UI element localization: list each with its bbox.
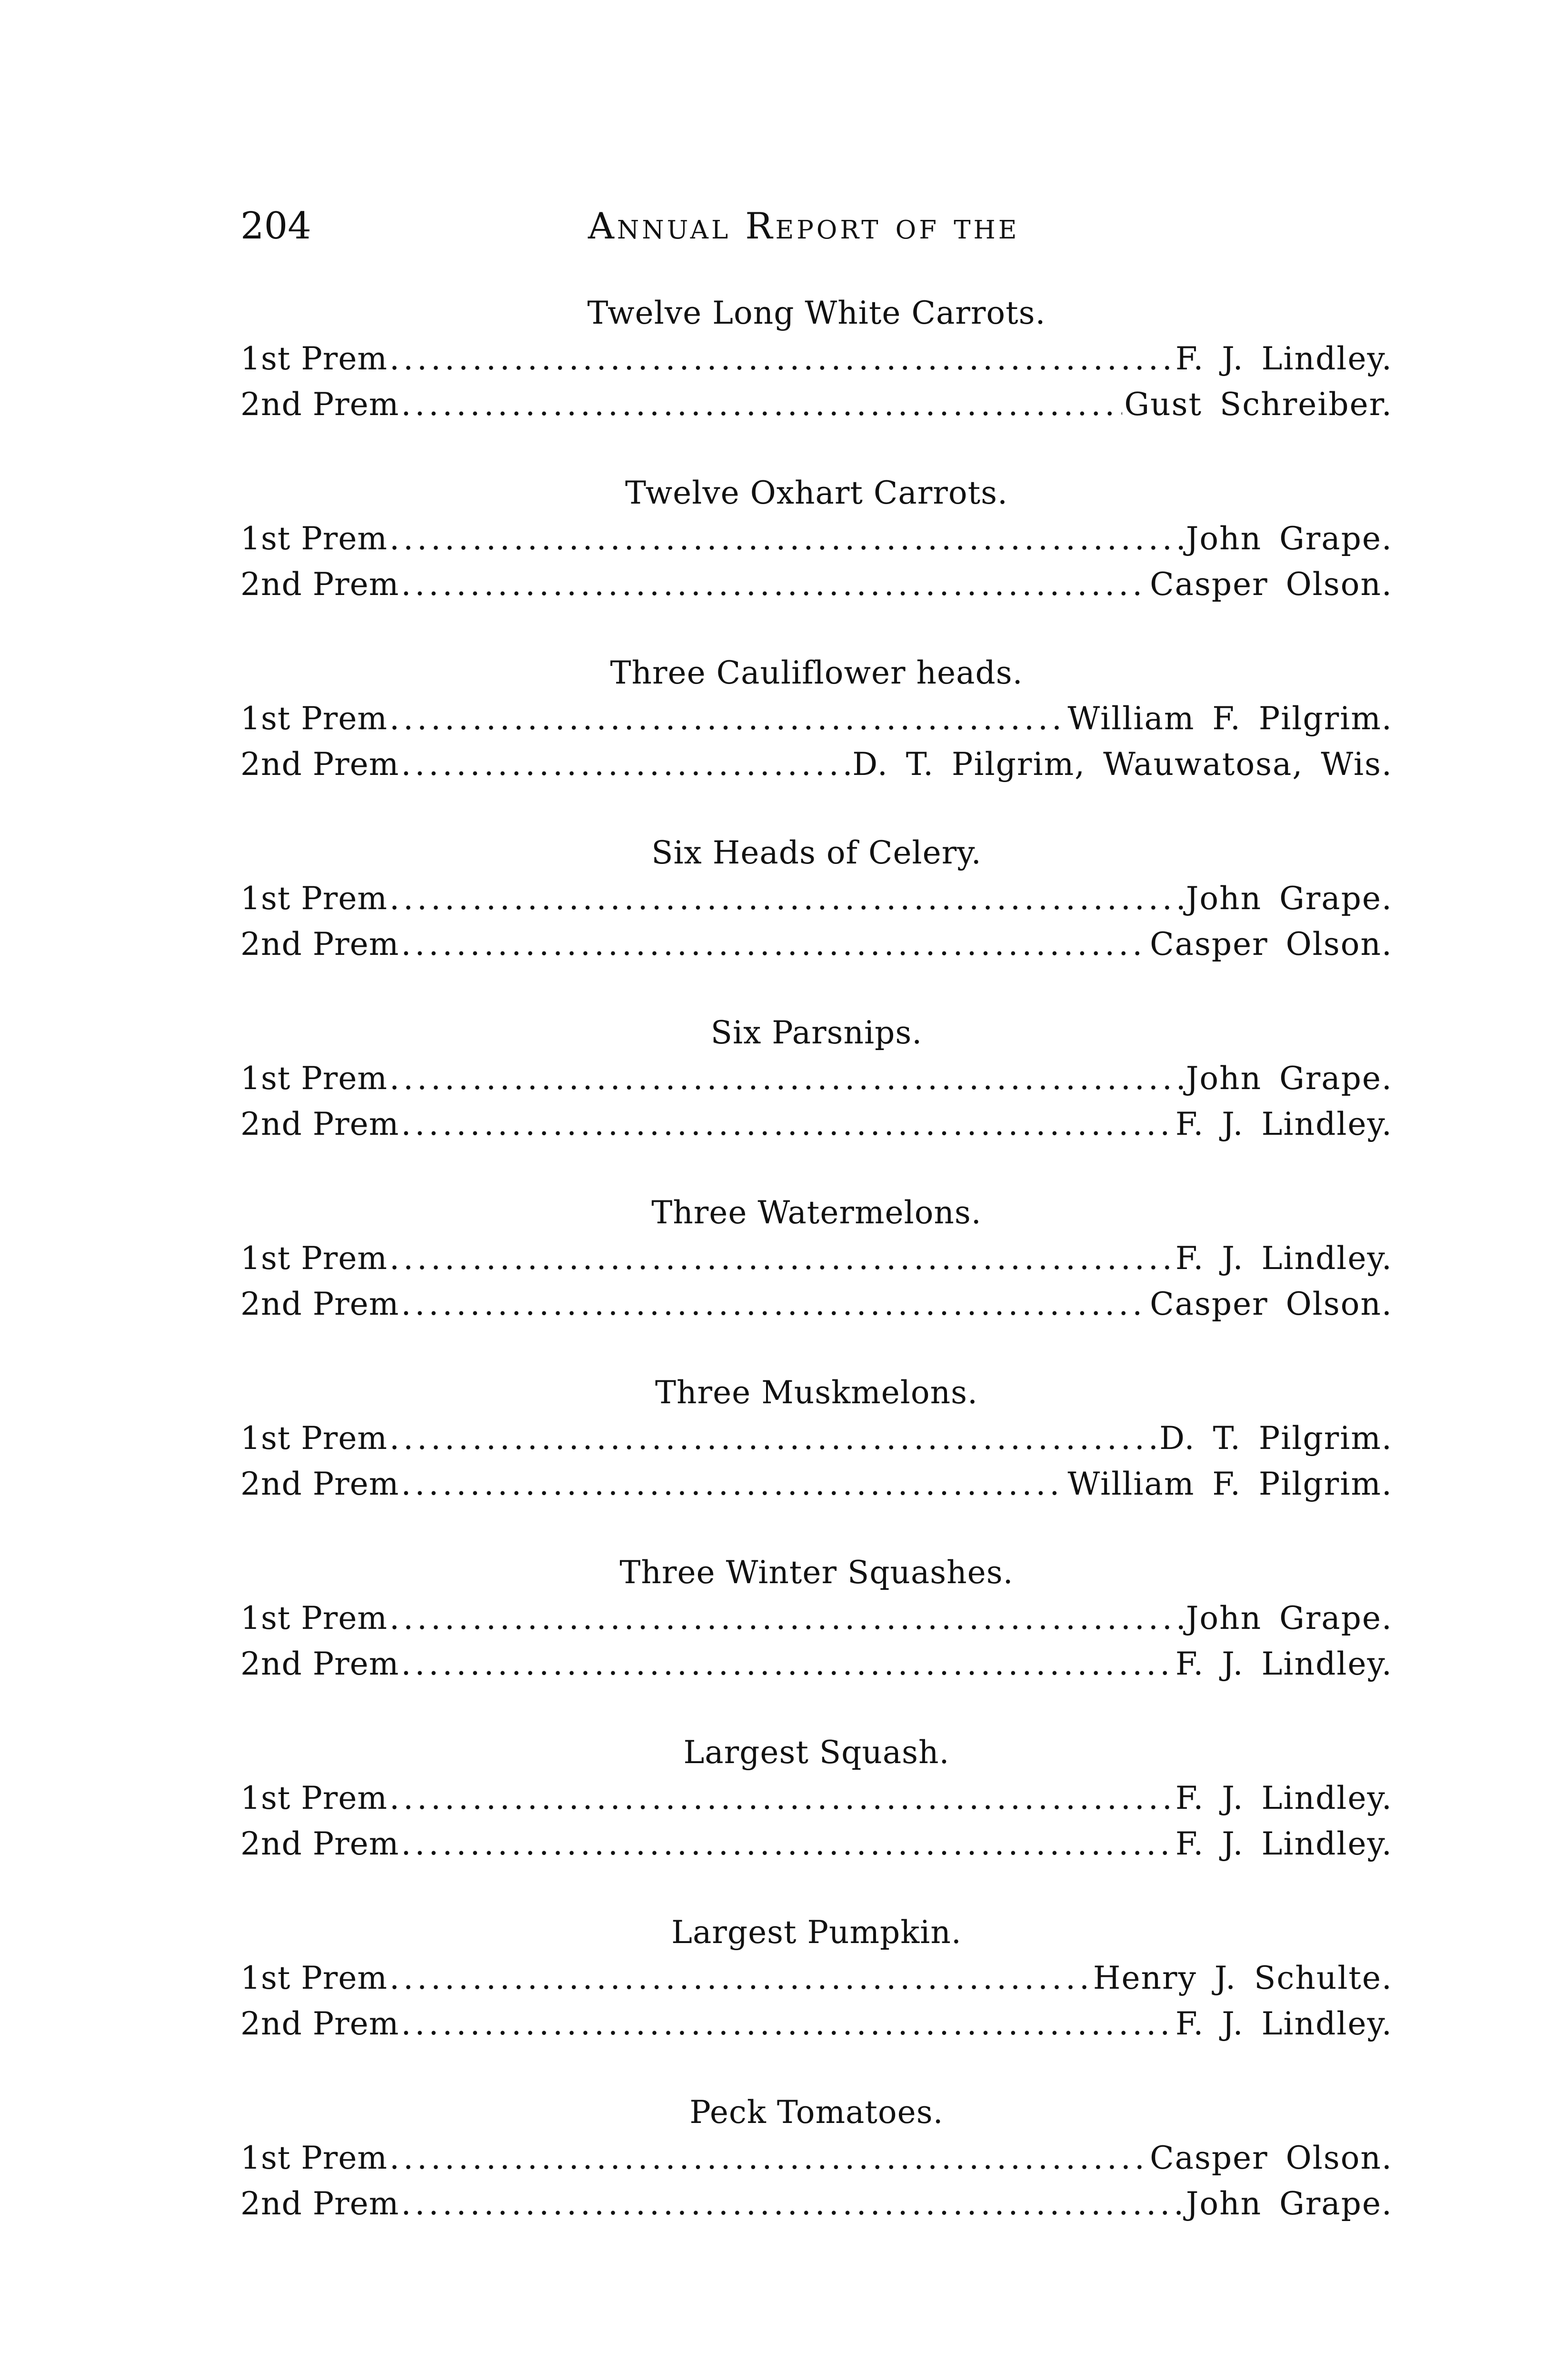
premium-winner: F. J. Lindley. [1175,1646,1393,1682]
premium-place: 1st Prem [240,1600,388,1636]
premium-entry [240,1101,1393,1147]
premium-winner: John Grape. [1185,1060,1393,1097]
premium-winner: William F. Pilgrim. [1067,1466,1393,1502]
section-title: Largest Squash. [683,1734,950,1771]
premium-section [240,1910,1393,2090]
dot-leader [401,1641,1174,1687]
premium-winner: Gust Schreiber. [1124,386,1393,423]
premium-entry [240,382,1393,427]
dot-leader [401,562,1148,607]
premium-winner: Casper Olson. [1150,1286,1393,1322]
premium-section [240,1190,1393,1370]
premium-section [240,1370,1393,1550]
dot-leader [389,1416,1157,1461]
premium-winner: John Grape. [1185,520,1393,557]
premium-winner: D. T. Pilgrim. [1159,1420,1393,1457]
section-title: Six Heads of Celery. [651,834,982,871]
premium-winner: Casper Olson. [1150,926,1393,962]
premium-section [240,1010,1393,1190]
premium-place: 1st Prem [240,880,388,917]
dot-leader [389,336,1174,382]
dot-leader [389,1596,1184,1641]
dot-leader [401,1461,1066,1507]
premium-place: 1st Prem [240,2140,388,2176]
premium-place: 1st Prem [240,1060,388,1097]
premium-place: 1st Prem [240,1420,388,1457]
section-title: Six Parsnips. [710,1014,923,1051]
dot-leader [401,1101,1174,1147]
premium-entry [240,1236,1393,1281]
section-title: Twelve Oxhart Carrots. [625,475,1008,511]
running-head: Annual Report of the [588,205,1020,247]
premium-place: 2nd Prem [240,1466,399,1502]
section-title: Twelve Long White Carrots. [587,295,1046,331]
premium-winner: John Grape. [1185,1600,1393,1636]
premium-entry [240,1281,1393,1327]
premium-place: 2nd Prem [240,1825,399,1862]
dot-leader [389,1236,1174,1281]
premium-entry [240,516,1393,562]
premium-entry [240,336,1393,382]
premium-winner: F. J. Lindley. [1175,1825,1393,1862]
premium-place: 2nd Prem [240,2005,399,2042]
premium-place: 1st Prem [240,1960,388,1996]
premium-place: 2nd Prem [240,1646,399,1682]
dot-leader [389,1056,1184,1101]
premium-section [240,2090,1393,2270]
premium-winner: Casper Olson. [1150,2140,1393,2176]
premium-winner: Casper Olson. [1150,566,1393,603]
premium-entry [240,1641,1393,1687]
premium-entry [240,2135,1393,2181]
page-number: 204 [240,205,311,248]
section-title: Three Cauliflower heads. [610,654,1023,691]
premium-entry [240,742,1393,787]
premium-section [240,1730,1393,1910]
section-title: Three Muskmelons. [655,1374,978,1411]
dot-leader [389,2135,1148,2181]
premium-entry [240,1821,1393,1867]
dot-leader [389,516,1184,562]
premium-winner: Henry J. Schulte. [1093,1960,1393,1996]
premium-winner: William F. Pilgrim. [1067,700,1393,737]
dot-leader [389,696,1066,742]
premium-entry [240,1461,1393,1507]
premium-entry [240,876,1393,922]
premium-winner: D. T. Pilgrim, Wauwatosa, Wis. [852,746,1393,783]
premium-entry [240,1596,1393,1641]
premium-place: 1st Prem [240,340,388,377]
dot-leader [401,382,1122,427]
premium-place: 1st Prem [240,1240,388,1277]
dot-leader [389,1775,1174,1821]
premium-winner: F. J. Lindley. [1175,1240,1393,1277]
premium-list [240,290,1393,2270]
premium-winner: F. J. Lindley. [1175,340,1393,377]
premium-winner: F. J. Lindley. [1175,2005,1393,2042]
dot-leader [401,2001,1174,2047]
premium-entry [240,1416,1393,1461]
dot-leader [389,876,1184,922]
premium-place: 2nd Prem [240,746,399,783]
premium-entry [240,1056,1393,1101]
premium-section [240,830,1393,1010]
premium-entry [240,696,1393,742]
dot-leader [389,1955,1091,2001]
premium-section [240,1550,1393,1730]
dot-leader [401,742,850,787]
premium-section [240,290,1393,470]
premium-place: 2nd Prem [240,926,399,962]
premium-winner: F. J. Lindley. [1175,1106,1393,1142]
dot-leader [401,2181,1184,2227]
premium-winner: John Grape. [1185,880,1393,917]
premium-entry [240,1955,1393,2001]
premium-entry [240,922,1393,967]
premium-winner: John Grape. [1185,2185,1393,2222]
premium-place: 2nd Prem [240,2185,399,2222]
premium-section [240,650,1393,830]
section-title: Peck Tomatoes. [689,2094,944,2131]
premium-place: 2nd Prem [240,1106,399,1142]
premium-entry [240,2001,1393,2047]
premium-entry [240,2181,1393,2227]
premium-entry [240,1775,1393,1821]
premium-winner: F. J. Lindley. [1175,1780,1393,1816]
premium-place: 2nd Prem [240,566,399,603]
premium-place: 1st Prem [240,700,388,737]
section-title: Three Winter Squashes. [619,1554,1014,1591]
premium-place: 1st Prem [240,1780,388,1816]
section-title: Three Watermelons. [651,1194,982,1231]
premium-section [240,470,1393,650]
premium-entry [240,562,1393,607]
dot-leader [401,1821,1174,1867]
premium-place: 2nd Prem [240,386,399,423]
section-title: Largest Pumpkin. [671,1914,962,1951]
premium-place: 1st Prem [240,520,388,557]
dot-leader [401,922,1148,967]
dot-leader [401,1281,1148,1327]
premium-place: 2nd Prem [240,1286,399,1322]
page-header [240,200,1393,252]
